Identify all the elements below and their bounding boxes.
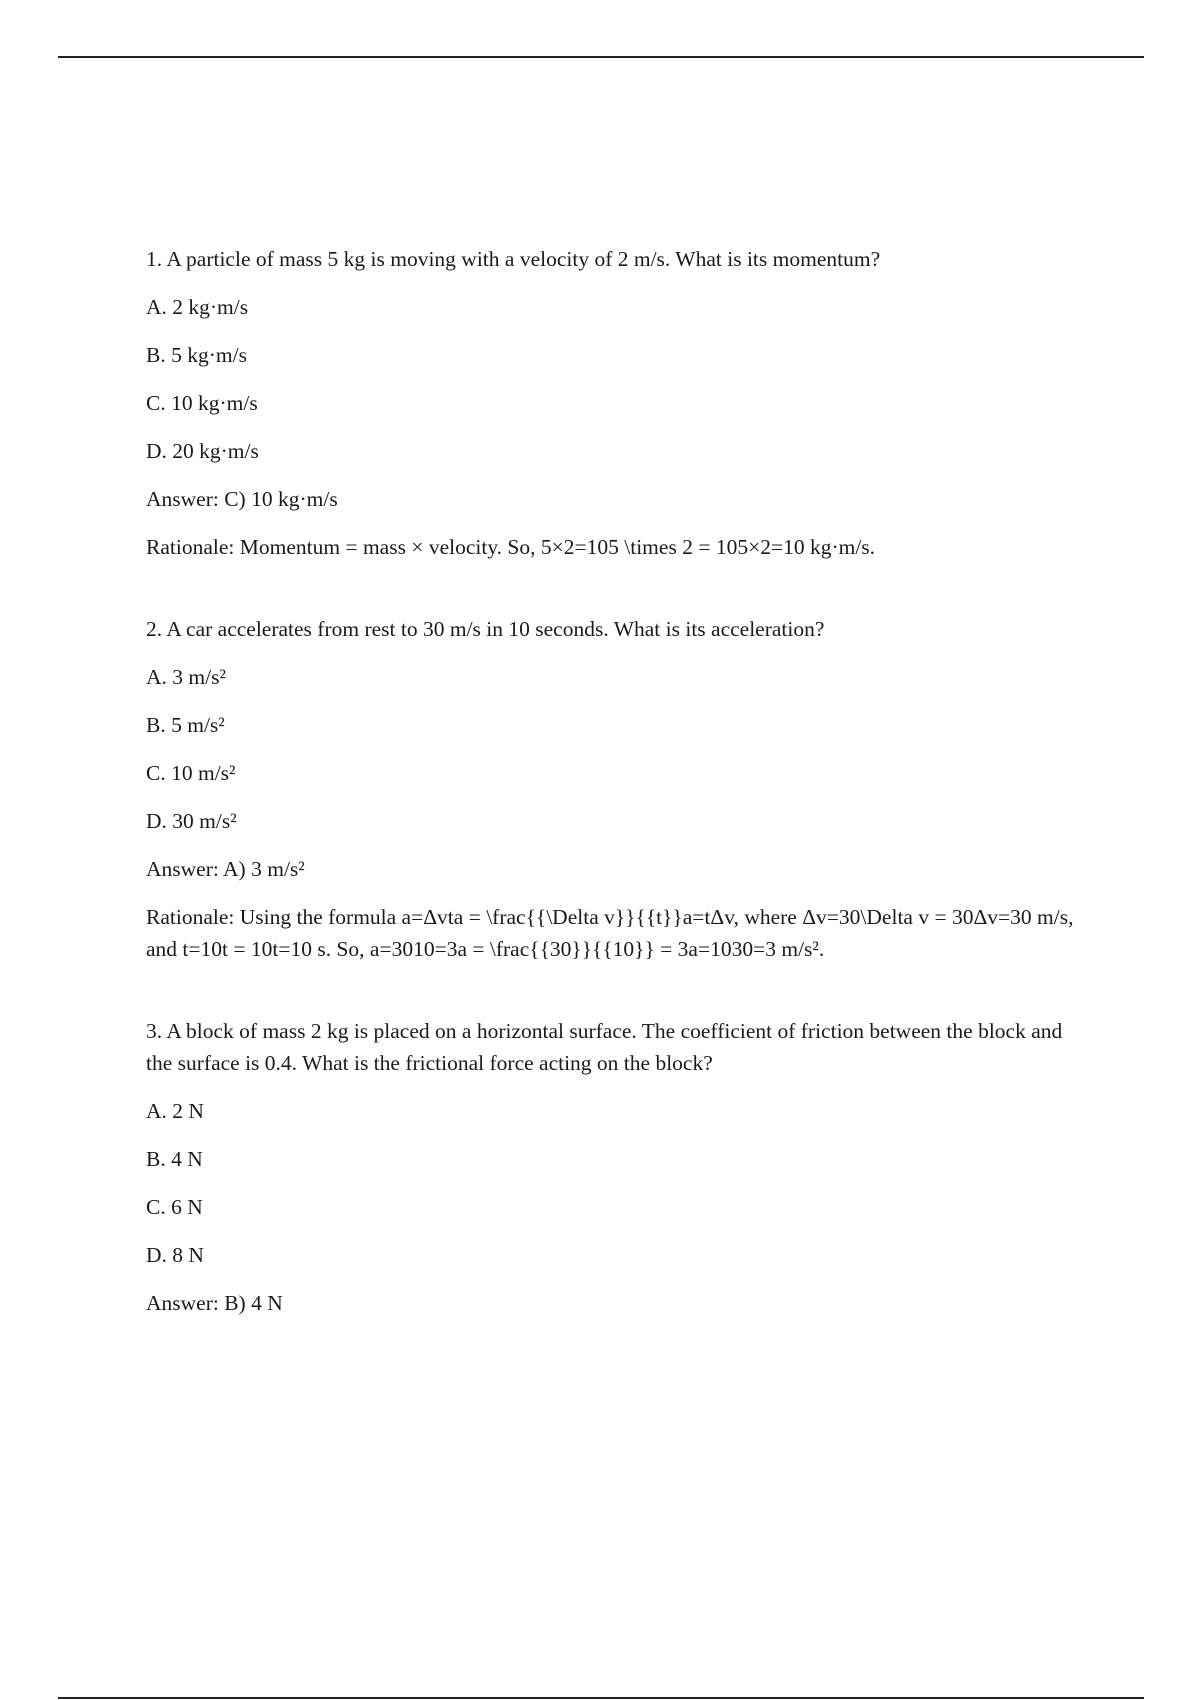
option-a: A. 3 m/s² [146,665,226,689]
option-b: B. 5 kg·m/s [146,343,247,367]
answer: Answer: A) 3 m/s² [146,857,305,881]
option-d: D. 30 m/s² [146,809,237,833]
question-text: 3. A block of mass 2 kg is placed on a horizontal surface. The coefficient of friction between the block and the surface is 0.4. What is the frictional force acting on the block? [146,1019,1068,1075]
question-1 [146,243,1086,563]
question-3 [146,1015,1086,1319]
option-c: C. 10 m/s² [146,761,236,785]
option-d: D. 20 kg·m/s [146,439,259,463]
option-d: D. 8 N [146,1243,204,1267]
question-2 [146,613,1086,965]
rationale: Rationale: Using the formula a=Δvta = \frac{{\Delta v}}{{t}}a=tΔv, where Δv=30\Delta v = 30Δv=30 m/s, and t=10t = 10t=10 s. So, a=3010=3a = \frac{{30}}{{10}} = 3a=1030=3 m/s². [146,905,1079,961]
option-c: C. 6 N [146,1195,203,1219]
document-body [146,243,1086,1319]
question-text: 1. A particle of mass 5 kg is moving with a velocity of 2 m/s. What is its momentum? [146,247,881,271]
answer: Answer: B) 4 N [146,1291,283,1315]
rationale: Rationale: Momentum = mass × velocity. So, 5×2=105 \times 2 = 105×2=10 kg·m/s. [146,535,876,559]
header-rule [58,56,1144,58]
answer: Answer: C) 10 kg·m/s [146,487,338,511]
option-c: C. 10 kg·m/s [146,391,258,415]
option-a: A. 2 kg·m/s [146,295,249,319]
option-a: A. 2 N [146,1099,204,1123]
question-text: 2. A car accelerates from rest to 30 m/s in 10 seconds. What is its acceleration? [146,617,825,641]
option-b: B. 4 N [146,1147,203,1171]
footer-rule [58,1697,1144,1699]
option-b: B. 5 m/s² [146,713,225,737]
